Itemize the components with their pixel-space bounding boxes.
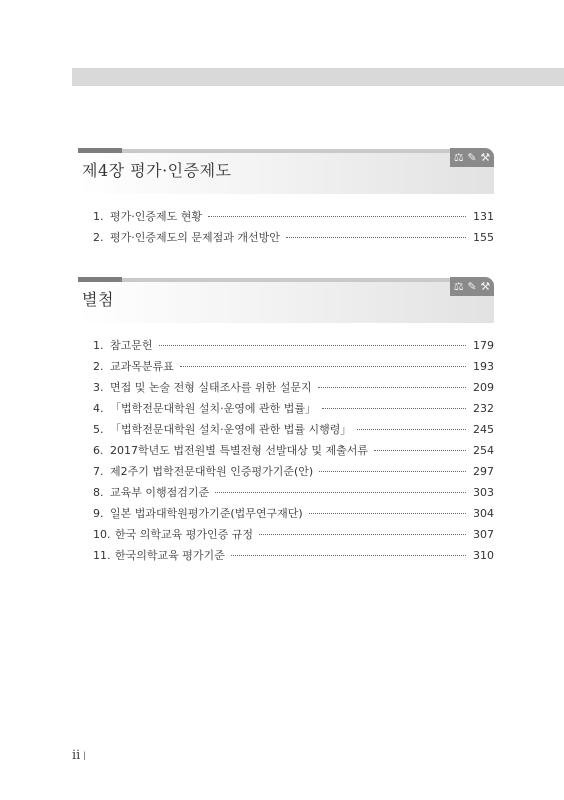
toc-entry-page: 254: [473, 444, 494, 457]
footer-separator: |: [83, 751, 87, 760]
toc-entry-number: 6.: [93, 444, 104, 457]
toc-entry[interactable]: [78, 337, 494, 358]
toc-entry-number: 2.: [93, 360, 104, 373]
toc-leader-dots: [322, 408, 466, 409]
toc-leader-dots: [374, 450, 466, 451]
scales-icon: ⚖: [453, 151, 464, 164]
toc-entry-page: 310: [473, 549, 494, 562]
toc-leader-dots: [318, 387, 466, 388]
chapter4-title: 제4장 평가·인증제도: [82, 161, 232, 180]
toc-entry-number: 3.: [93, 381, 104, 394]
toc-entry-number: 9.: [93, 507, 104, 520]
toc-entry-number: 2.: [93, 231, 104, 244]
toc-entry[interactable]: [78, 421, 494, 442]
toc-entry-number: 11.: [93, 549, 111, 562]
toc-entry-title: 「법학전문대학원 설치·운영에 관한 법률 시행령」: [110, 423, 352, 436]
toc-entry[interactable]: [78, 358, 494, 379]
scales-icon: ⚖: [453, 280, 464, 293]
header-icons: [450, 277, 494, 296]
appendix-header: [78, 277, 494, 323]
gavel-icon: ⚒: [480, 280, 491, 293]
toc-leader-dots: [319, 471, 466, 472]
pen-icon: ✎: [467, 151, 477, 164]
toc-entry-title: 「법학전문대학원 설치·운영에 관한 법률」: [110, 402, 317, 415]
toc-entry-page: 304: [473, 507, 494, 520]
toc-entry[interactable]: [78, 547, 494, 568]
toc-entry[interactable]: [78, 400, 494, 421]
toc-leader-dots: [259, 534, 466, 535]
toc-entry-page: 155: [473, 231, 494, 244]
toc-leader-dots: [159, 345, 466, 346]
toc-entry-number: 1.: [93, 339, 104, 352]
toc-entry-page: 245: [473, 423, 494, 436]
toc-entry-title: 2017학년도 법전원별 특별전형 선발대상 및 제출서류: [110, 444, 368, 457]
toc-entry-page: 303: [473, 486, 494, 499]
toc-entry-number: 7.: [93, 465, 104, 478]
toc-entry[interactable]: [78, 505, 494, 526]
toc-entry-title: 교과목분류표: [110, 360, 174, 373]
toc-entry-page: 307: [473, 528, 494, 541]
page-number: ii: [72, 748, 81, 763]
toc-entry-page: 193: [473, 360, 494, 373]
chapter4-header: [78, 148, 494, 194]
toc-entry-page: 179: [473, 339, 494, 352]
toc-entry-title: 참고문헌: [110, 339, 153, 352]
toc-entry-title: 평가·인증제도 현황: [110, 210, 203, 223]
toc-leader-dots: [231, 555, 466, 556]
appendix-section: [78, 277, 494, 568]
toc-entry-title: 면접 및 논술 전형 실태조사를 위한 설문지: [110, 381, 312, 394]
pen-icon: ✎: [467, 280, 477, 293]
toc-entry-page: 232: [473, 402, 494, 415]
top-header-bar: [72, 68, 564, 86]
toc-entry[interactable]: [78, 484, 494, 505]
toc-entry[interactable]: [78, 463, 494, 484]
chapter4-section: [78, 148, 494, 250]
appendix-toc: [78, 337, 494, 568]
toc-entry[interactable]: [78, 229, 494, 250]
toc-entry-title: 한국 의학교육 평가인증 규정: [115, 528, 254, 541]
toc-entry-number: 10.: [93, 528, 111, 541]
toc-leader-dots: [208, 216, 466, 217]
toc-entry-number: 1.: [93, 210, 104, 223]
toc-entry-title: 한국의학교육 평가기준: [115, 549, 225, 562]
toc-entry-page: 297: [473, 465, 494, 478]
toc-entry-title: 교육부 이행점검기준: [110, 486, 210, 499]
toc-entry-page: 209: [473, 381, 494, 394]
toc-entry-title: 일본 법과대학원평가기준(법무연구재단): [110, 507, 303, 520]
toc-entry[interactable]: [78, 208, 494, 229]
page-footer: [72, 748, 86, 763]
toc-entry[interactable]: [78, 379, 494, 400]
toc-leader-dots: [286, 237, 466, 238]
toc-entry[interactable]: [78, 442, 494, 463]
toc-leader-dots: [180, 366, 466, 367]
toc-leader-dots: [215, 492, 466, 493]
toc-entry-number: 5.: [93, 423, 104, 436]
toc-entry-number: 4.: [93, 402, 104, 415]
toc-entry-title: 제2주기 법학전문대학원 인증평가기준(안): [110, 465, 314, 478]
appendix-title: 별첨: [82, 290, 114, 309]
chapter4-toc: [78, 208, 494, 250]
toc-entry-page: 131: [473, 210, 494, 223]
gavel-icon: ⚒: [480, 151, 491, 164]
toc-entry-title: 평가·인증제도의 문제점과 개선방안: [110, 231, 280, 244]
toc-leader-dots: [309, 513, 466, 514]
toc-entry-number: 8.: [93, 486, 104, 499]
toc-entry[interactable]: [78, 526, 494, 547]
header-icons: [450, 148, 494, 167]
toc-leader-dots: [357, 429, 466, 430]
